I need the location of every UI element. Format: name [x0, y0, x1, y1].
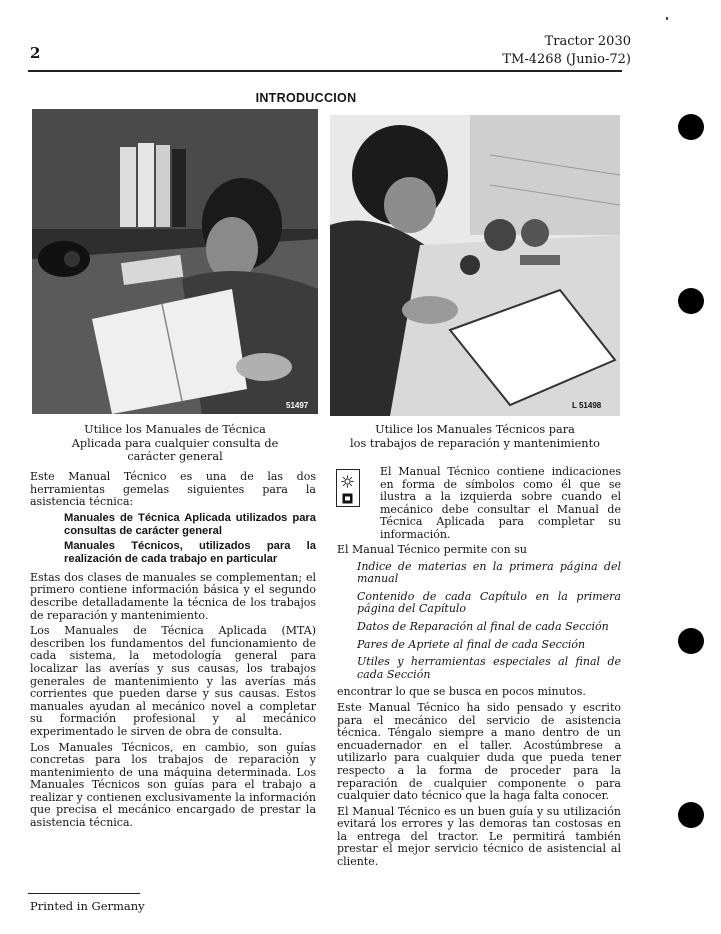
right-paragraph-pensado: Este Manual Técnico ha sido pensado y escrito para el mecánico del servicio de asistencia técnica. Téngalo siempre a mano dentro de un encuadernador en el taller. Acostúmbrese a utilizarlo para cualquier duda que pueda tener respecto a la forma de proceder para la reparación de cualquier componente o para cualquier dato técnico que la haga falta conocer. [337, 700, 621, 803]
footer-rule [28, 893, 140, 894]
list-item-datos: Datos de Reparación al final de cada Sección [357, 619, 609, 633]
left-column [30, 471, 316, 833]
photo-left-illustration [32, 109, 318, 414]
caption-left-line: Utilice los Manuales de Técnica [84, 423, 266, 436]
list-item-indice: Indice de materias en la primera página del manual [357, 559, 621, 586]
photo-left-code: 51497 [286, 401, 309, 410]
left-paragraph-tm: Los Manuales Técnicos, en cambio, son guías concretas para los trabajos de reparación y mantenimiento de una máquina determinada. Los Manuales Técnicos son guías para el trabajo a realizar y contienen exclusivamente la información que precisa el mecánico encargado de prestar la asistencia técnica. [30, 740, 316, 830]
list-item-contenido: Contenido de cada Capítulo en la primera página del Capítulo [357, 589, 621, 616]
sun-gear-icon [341, 473, 354, 486]
caption-left [32, 423, 318, 464]
photo-right-code: L 51498 [572, 401, 602, 410]
photo-right [330, 115, 620, 416]
left-paragraph-mta: Los Manuales de Técnica Aplicada (MTA) describen los fundamentos del funcionamiento de cada sistema, la metodología general para localizar las averías y sus causas, los trabajos generales de mantenimiento y las averías más corrientes que pueden darse y sus causas. Estos manuales ayudan al mecánico novel a completar su formación profesional y al mecánico experimentado le sirven de obra de consulta. [30, 624, 316, 738]
caption-left-line: Aplicada para cualquier consulta de [71, 436, 279, 450]
right-paragraph-guia: El Manual Técnico es un buen guía y su utilización evitará los errores y las demoras tan costosas en la entrega del tractor. Le permitirá también prestar el mejor servicio técnico de asistencial al cliente. [337, 804, 621, 869]
right-paragraph-symbols: El Manual Técnico contiene indicaciones en forma de símbolos como él que se ilustra a la izquierda sobre cuando el mecánico debe consultar el Manual de Técnica Aplicada para completar su información. [380, 465, 621, 541]
footer-printed: Printed in Germany [30, 899, 145, 913]
binder-hole [678, 288, 704, 314]
right-paragraph-encontrar: encontrar lo que se busca en pocos minutos. [337, 685, 586, 699]
right-column [337, 544, 621, 872]
right-paragraph-permite: El Manual Técnico permite con su [337, 543, 527, 556]
header-manual-code: TM-4268 (Junio-72) [502, 52, 631, 67]
left-paragraph-intro: Este Manual Técnico es una de las dos herramientas gemelas siguientes para la asistencia técnica: [30, 470, 316, 509]
binder-hole [678, 114, 704, 140]
bold-item-mta: Manuales de Técnica Aplicada utilizados para consultas de carácter general [64, 511, 316, 537]
caption-right [330, 423, 620, 450]
header-rule [28, 70, 622, 72]
caption-right-line: los trabajos de reparación y mantenimiento [350, 436, 600, 450]
symbol-box [336, 469, 360, 507]
caption-right-line: Utilice los Manuales Técnicos para [375, 423, 575, 436]
section-title: INTRODUCCION [255, 91, 357, 105]
list-item-utiles: Utiles y herramientas especiales al final de cada Sección [357, 655, 621, 681]
binder-hole [678, 802, 704, 828]
right-intro-text [380, 466, 621, 545]
binder-hole [678, 628, 704, 654]
list-item-pares: Pares de Apriete al final de cada Sección [357, 637, 586, 651]
bold-item-manuales-tecnicos: Manuales Técnicos, utilizados para la realización de cada trabajo en particular [64, 539, 316, 565]
caption-left-line: carácter general [127, 450, 223, 463]
left-paragraph-complement: Estas dos clases de manuales se complementan; el primero contiene información básica y el segundo describe detalladamente la técnica de los trabajos de reparación y mantenimiento. [30, 570, 316, 622]
header-model: Tractor 2030 [544, 34, 631, 49]
photo-right-illustration [330, 115, 620, 416]
page-number: 2 [30, 44, 41, 62]
book-icon [341, 490, 354, 503]
corner-mark [666, 17, 668, 20]
photo-left [32, 109, 318, 414]
